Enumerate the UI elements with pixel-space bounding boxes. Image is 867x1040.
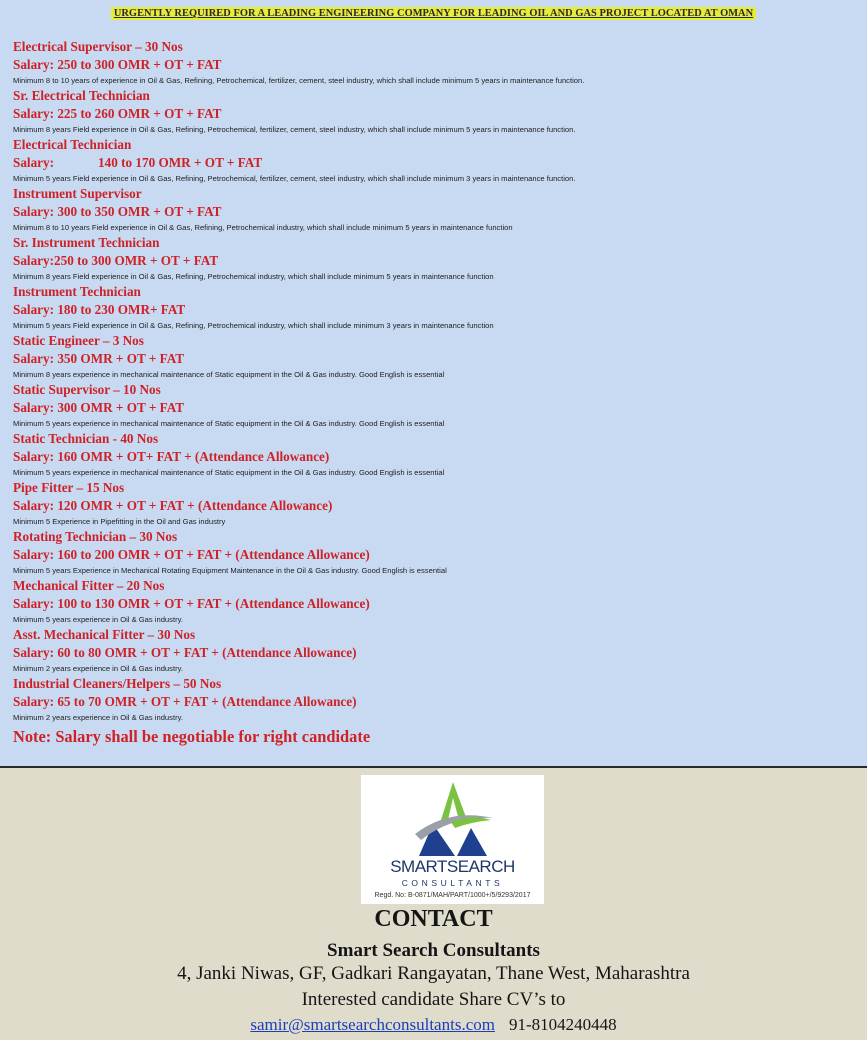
job-salary: Salary: 60 to 80 OMR + OT + FAT + (Attendance Allowance) (13, 645, 357, 660)
logo-name: SMARTSEARCH (390, 857, 515, 876)
job-title: Instrument Technician (13, 284, 141, 299)
job-list (13, 39, 853, 725)
job-requirement: Minimum 8 to 10 years Field experience in Oil & Gas, Refining, Petrochemical industry, which shall include minimum 5 years in maintenance function (13, 223, 513, 232)
job-title: Industrial Cleaners/Helpers – 50 Nos (13, 676, 222, 691)
logo-subtitle: CONSULTANTS (401, 878, 504, 888)
job-requirement: Minimum 8 years Field experience in Oil & Gas, Refining, Petrochemical industry, which shall include minimum 5 years in maintenance function (13, 272, 494, 281)
job-title: Electrical Technician (13, 137, 132, 152)
job-salary: Salary: 350 OMR + OT + FAT (13, 351, 185, 366)
email-link[interactable]: samir@smartsearchconsultants.com (250, 1015, 495, 1034)
job-title: Static Technician - 40 Nos (13, 431, 159, 446)
job-title: Asst. Mechanical Fitter – 30 Nos (13, 627, 196, 642)
job-salary: Salary: 100 to 130 OMR + OT + FAT + (Attendance Allowance) (13, 596, 370, 611)
job-item (13, 382, 853, 431)
job-title: Mechanical Fitter – 20 Nos (13, 578, 165, 593)
logo-triangle-icon (411, 778, 495, 858)
job-item (13, 235, 853, 284)
company-name: Smart Search Consultants (327, 940, 540, 961)
phone-number: 91-8104240448 (508, 1015, 617, 1034)
company-logo (361, 775, 544, 904)
headline-banner (0, 3, 867, 21)
headline: URGENTLY REQUIRED FOR A LEADING ENGINEERING COMPANY FOR LEADING OIL AND GAS PROJECT LOCATED AT OMAN (111, 7, 756, 20)
contact-heading: CONTACT (374, 906, 493, 932)
job-requirement: Minimum 5 years experience in mechanical maintenance of Static equipment in the Oil & Gas industry. Good English is essential (13, 419, 445, 428)
job-item (13, 333, 853, 382)
share-cv-text: Interested candidate Share CV’s to (301, 989, 566, 1010)
job-salary: Salary: 225 to 260 OMR + OT + FAT (13, 106, 222, 121)
job-item (13, 39, 853, 88)
job-salary (13, 155, 262, 171)
salary-note: Note: Salary shall be negotiable for right candidate (13, 727, 371, 746)
job-item (13, 431, 853, 480)
section-divider (0, 766, 867, 768)
job-item (13, 578, 853, 627)
job-salary: Salary: 120 OMR + OT + FAT + (Attendance Allowance) (13, 498, 333, 513)
job-title: Sr. Instrument Technician (13, 235, 160, 250)
job-salary: Salary: 300 to 350 OMR + OT + FAT (13, 204, 222, 219)
job-salary: Salary:250 to 300 OMR + OT + FAT (13, 253, 219, 268)
job-title: Static Engineer – 3 Nos (13, 333, 144, 348)
job-requirement: Minimum 2 years experience in Oil & Gas industry. (13, 713, 183, 722)
job-title: Electrical Supervisor – 30 Nos (13, 39, 183, 54)
job-item (13, 137, 853, 186)
job-requirement: Minimum 8 to 10 years of experience in Oil & Gas, Refining, Petrochemical, fertilizer, cement, steel industry, which shall include minimum 5 years in maintenance function. (13, 76, 585, 85)
logo-registration: Regd. No: B-0871/MAH/PART/1000+/5/9293/2017 (374, 892, 531, 899)
job-salary: Salary: 250 to 300 OMR + OT + FAT (13, 57, 222, 72)
job-requirement: Minimum 8 years Field experience in Oil & Gas, Refining, Petrochemical, fertilizer, cement, steel industry, which shall include minimum 5 years in maintenance function. (13, 125, 576, 134)
job-item (13, 284, 853, 333)
job-requirement: Minimum 5 years Field experience in Oil & Gas, Refining, Petrochemical industry, which shall include minimum 3 years in maintenance function (13, 321, 494, 330)
job-item (13, 627, 853, 676)
job-salary: Salary: 65 to 70 OMR + OT + FAT + (Attendance Allowance) (13, 694, 357, 709)
job-requirement: Minimum 5 years Field experience in Oil & Gas, Refining, Petrochemical, fertilizer, cement, steel industry, which shall include minimum 3 years in maintenance function. (13, 174, 576, 183)
job-requirement: Minimum 8 years experience in mechanical maintenance of Static equipment in the Oil & Gas industry. Good English is essential (13, 370, 445, 379)
job-title: Pipe Fitter – 15 Nos (13, 480, 125, 495)
salary-label: Salary: (13, 155, 55, 170)
company-address: 4, Janki Niwas, GF, Gadkari Rangayatan, Thane West, Maharashtra (177, 963, 690, 984)
job-requirement: Minimum 5 years experience in Oil & Gas industry. (13, 615, 183, 624)
job-requirement: Minimum 2 years experience in Oil & Gas industry. (13, 664, 183, 673)
job-item (13, 676, 853, 725)
job-salary: Salary: 300 OMR + OT + FAT (13, 400, 185, 415)
job-item (13, 529, 853, 578)
contact-line (0, 1015, 867, 1035)
job-title: Static Supervisor – 10 Nos (13, 382, 161, 397)
job-item (13, 480, 853, 529)
job-item (13, 88, 853, 137)
job-requirement: Minimum 5 years experience in mechanical maintenance of Static equipment in the Oil & Gas industry. Good English is essential (13, 468, 445, 477)
job-item (13, 186, 853, 235)
job-salary: Salary: 180 to 230 OMR+ FAT (13, 302, 186, 317)
job-title: Rotating Technician – 30 Nos (13, 529, 178, 544)
job-requirement: Minimum 5 years Experience in Mechanical Rotating Equipment Maintenance in the Oil & Gas industry. Good English is essential (13, 566, 447, 575)
job-requirement: Minimum 5 Experience in Pipefitting in the Oil and Gas industry (13, 517, 226, 526)
job-salary: Salary: 160 OMR + OT+ FAT + (Attendance Allowance) (13, 449, 330, 464)
salary-value: 140 to 170 OMR + OT + FAT (98, 155, 263, 170)
job-title: Instrument Supervisor (13, 186, 142, 201)
job-title: Sr. Electrical Technician (13, 88, 150, 103)
job-salary: Salary: 160 to 200 OMR + OT + FAT + (Attendance Allowance) (13, 547, 370, 562)
